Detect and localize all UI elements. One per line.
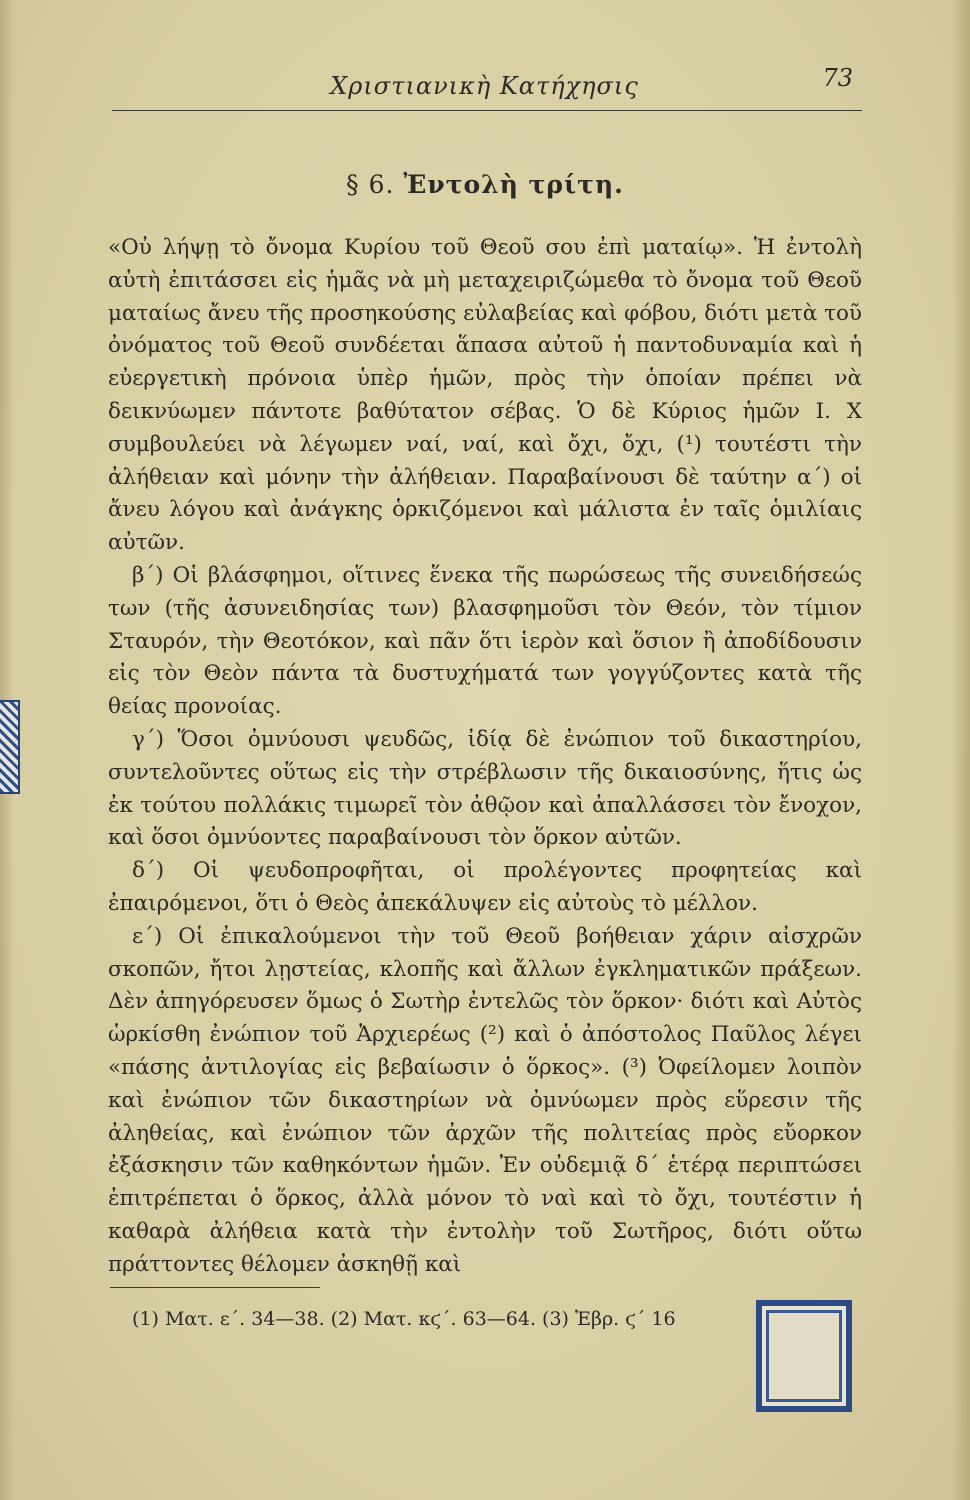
library-stamp-frame — [756, 1300, 852, 1412]
paragraph-e: ε΄) Οἱ ἐπικαλούμενοι τὴν τοῦ Θεοῦ βοήθειαν χάριν αἰσχρῶν σκοπῶν, ἤτοι λῃστείας, κλοπῆς καὶ ἄλλων ἐγκληματικῶν πράξεων. Δὲν ἀπηγόρευσεν ὅμως ὁ Σωτὴρ ἐντελῶς τὸν ὅρκον· διότι καὶ Αὐτὸς ὡρκίσθη ἐνώπιον τοῦ Ἀρχιερέως (²) καὶ ὁ ἀπόστολος Παῦλος λέγει «πάσης ἀντιλογίας εἰς βεβαίωσιν ὁ ὅρκος». (³) Ὀφείλομεν λοιπὸν καὶ ἐνώπιον τῶν δικαστηρίων νὰ ὀμνύωμεν πρὸς εὕρεσιν τῆς ἀληθείας, καὶ ἐνώπιον τῶν ἀρχῶν τῆς πολιτείας πρὸς εὔορκον ἐξάσκησιν τῶν καθηκόντων ἡμῶν. Ἐν οὐδεμιᾷ δ΄ ἑτέρᾳ περιπτώσει ἐπιτρέπεται ὁ ὅρκος, ἀλλὰ μόνον τὸ ναὶ καὶ τὸ ὄχι, τουτέστιν ἡ καθαρὰ ἀλήθεια κατὰ τὴν ἐντολὴν τοῦ Σωτῆρος, διότι οὕτω πράττοντες θέλομεν ἀσκηθῇ καὶ — [108, 923, 862, 1277]
body-text — [108, 232, 862, 1282]
page-number: 73 — [822, 64, 853, 92]
header-rule — [112, 110, 862, 111]
paragraph-b: β΄) Οἱ βλάσφημοι, οἵτινες ἕνεκα τῆς πωρώσεως τῆς συνειδήσεώς των (τῆς ἀσυνειδησίας των) βλασφημοῦσι τὸν Θεόν, τὸν τίμιον Σταυρόν, τὴν Θεοτόκον, καὶ πᾶν ὅτι ἱερὸν καὶ ὅσιον ἢ ἀποδίδουσιν εἰς τὸν Θεὸν πάντα τὰ δυστυχήματά των γογγύζοντες κατὰ τῆς θείας προνοίας. — [108, 562, 862, 720]
paragraph-d: δ΄) Οἱ ψευδοπροφῆται, οἱ προλέγοντες προφητείας καὶ ἐπαιρόμενοι, ὅτι ὁ Θεὸς ἀπεκάλυψεν εἰς αὐτοὺς τὸ μέλλον. — [108, 858, 862, 916]
page-header — [112, 62, 857, 102]
paragraph-c: γ΄) Ὅσοι ὀμνύουσι ψευδῶς, ἰδίᾳ δὲ ἐνώπιον τοῦ δικαστηρίου, συντελοῦντες οὕτως εἰς τὴν στρέβλωσιν τῆς δικαιοσύνης, ἥτις ὡς ἐκ τούτου πολλάκις τιμωρεῖ τὸν ἀθῷον καὶ ἀπαλλάσσει τὸν ἔνοχον, καὶ ὅσοι ὀμνύοντες παραβαίνουσι τὸν ὅρκον αὐτῶν. — [108, 726, 862, 851]
page-edge-shadow-right — [952, 0, 970, 1500]
paragraph-intro: «Οὐ λήψῃ τὸ ὄνομα Κυρίου τοῦ Θεοῦ σου ἐπὶ ματαίῳ». Ἡ ἐντολὴ αὐτὴ ἐπιτάσσει εἰς ἡμᾶς νὰ μὴ μεταχειριζώμεθα τὸ ὄνομα τοῦ Θεοῦ ματαίως ἄνευ τῆς προσηκούσης εὐλαβείας καὶ φόβου, διότι μετὰ τοῦ ὀνόματος τοῦ Θεοῦ συνδέεται ἅπασα αὐτοῦ ἡ παντοδυναμία καὶ ἡ εὐεργετικὴ πρόνοια ὑπὲρ ἡμῶν, πρὸς τὴν ὁποίαν πρέπει νὰ δεικνύωμεν πάντοτε βαθύτατον σέβας. Ὁ δὲ Κύριος ἡμῶν Ι. Χ συμβουλεύει νὰ λέγωμεν ναί, ναί, καὶ ὄχι, ὄχι, (¹) τουτέστι τὴν ἀλήθειαν καὶ μόνην τὴν ἀλήθειαν. Παραβαίνουσι δὲ ταύτην α΄) οἱ ἄνευ λόγου καὶ ἀνάγκης ὁρκιζόμενοι καὶ μάλιστα ἐν ταῖς ὁμιλίαις αὐτῶν. — [108, 235, 863, 556]
section-heading — [110, 170, 860, 199]
section-number: § 6. — [346, 170, 395, 199]
section-title: Ἐντολὴ τρίτη. — [403, 170, 624, 199]
running-title: Χριστιανικὴ Κατήχησις — [330, 72, 639, 100]
footnote-rule — [110, 1287, 320, 1288]
binding-tab-left — [0, 700, 20, 794]
footnotes: (1) Ματ. ε΄. 34—38. (2) Ματ. κϛ΄. 63—64. (3) Ἑβρ. ϛ΄ 16 — [132, 1308, 676, 1330]
